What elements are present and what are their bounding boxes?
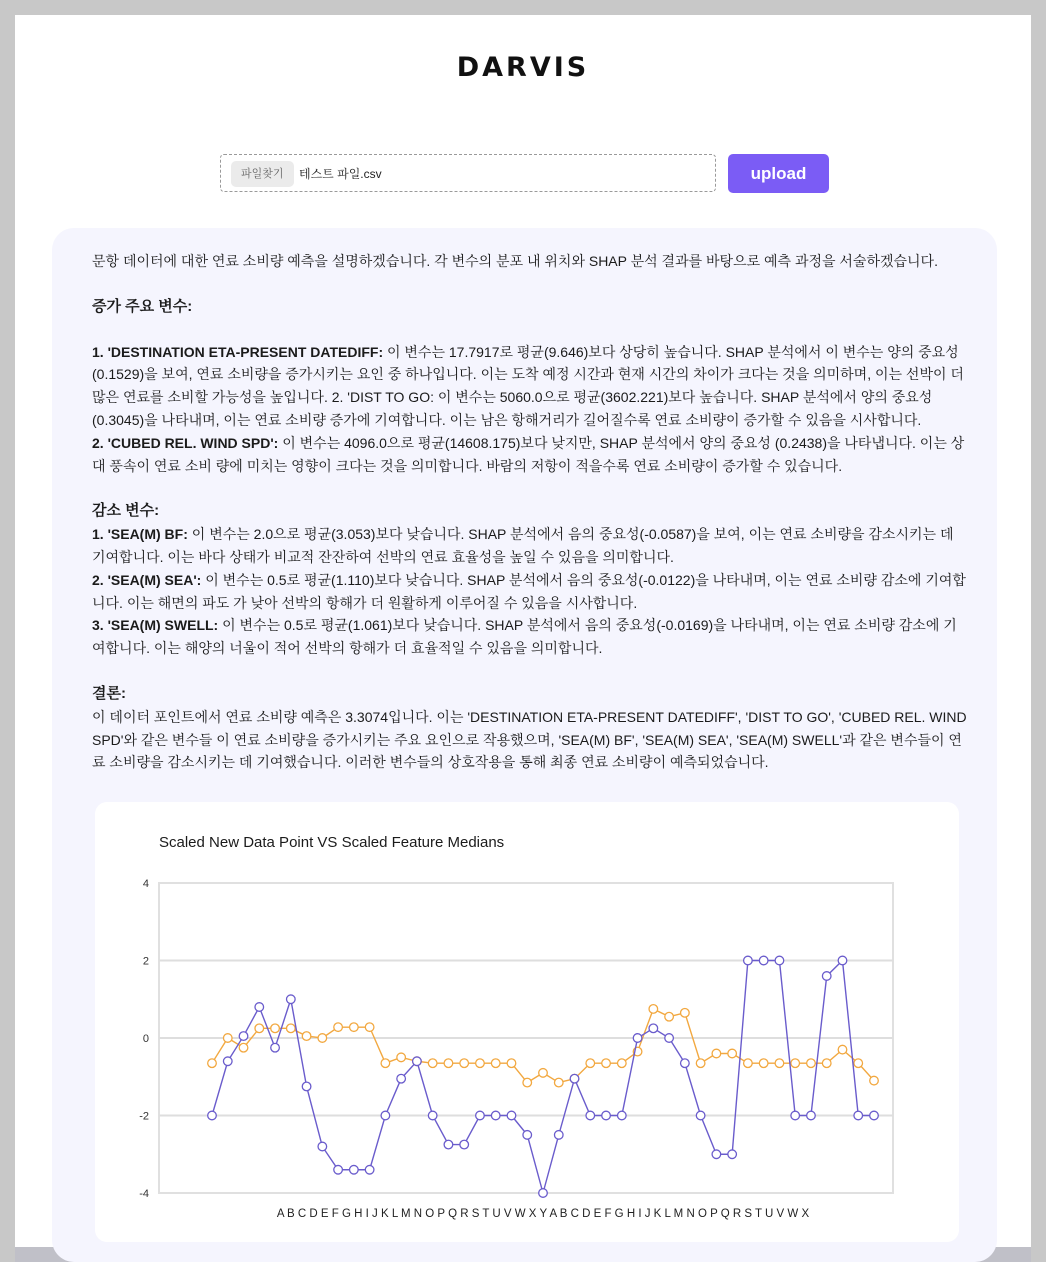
y-tick-label: -2 [139,1110,149,1123]
data-point[interactable] [491,1111,500,1120]
data-point[interactable] [208,1111,217,1120]
y-tick-label: 0 [142,1033,149,1045]
data-point[interactable] [618,1111,627,1120]
data-point[interactable] [633,1034,642,1043]
item-title: 1. 'DESTINATION ETA-PRESENT DATEDIFF: [92,343,384,360]
report-text [92,250,967,774]
data-point[interactable] [586,1059,595,1068]
item-text: 이 변수는 17.7917로 평균(9.646)보다 상당히 높습니다. SHAP 분석에서 이 변수는 양의 중요성 (0.1529)을 보여, 연료 소비량을 증가시키는 요인 중 하나입니다. 이는 도착 예정 시간과 현재 시간의 차이가 크다는 것을 의미하며, 이는 선박이 더 많은 연료를 소비할 가능성을 높입니다. 2. 'DIST TO GO: 이 변수는 5060.0으로 평균(3602.221)보다 높습니다. SHAP 분석에서 양의 중요성 (0.3045)을 나타내며, 이는 연료 소비량 증가에 기여합니다. 이는 남은 항해거리가 길어질수록 연료 소비량이 증가할 수 있음을 시사합니다. [92,343,964,428]
data-point[interactable] [507,1059,516,1068]
data-point[interactable] [822,972,831,981]
item-text: 이 변수는 2.0으로 평균(3.053)보다 낮습니다. SHAP 분석에서 음의 중요성(-0.0587)을 보여, 이는 연료 소비량을 감소시키는 데 기여합니다. 이는 바다 상태가 비교적 잔잔하여 선박의 연료 효율성을 높일 수 있음을 의미합니다. [92,526,954,565]
decrease-item [92,523,967,569]
data-point[interactable] [681,1059,690,1068]
selected-file-name: 테스트 파일.csv [299,167,382,181]
increase-item [92,341,967,432]
data-point[interactable] [208,1059,217,1068]
data-point[interactable] [728,1049,737,1058]
data-point[interactable] [334,1165,343,1174]
data-point[interactable] [554,1078,563,1087]
data-point[interactable] [807,1059,816,1068]
data-point[interactable] [791,1059,800,1068]
data-point[interactable] [428,1111,437,1120]
data-point[interactable] [444,1059,453,1068]
data-point[interactable] [350,1023,359,1032]
data-point[interactable] [460,1140,469,1149]
data-point[interactable] [696,1111,705,1120]
data-point[interactable] [775,956,784,965]
y-tick-label: 2 [142,955,149,968]
item-title: 3. 'SEA(M) SWELL: [92,617,219,634]
data-point[interactable] [507,1111,516,1120]
conclusion-text: 이 데이터 포인트에서 연료 소비량 예측은 3.3074입니다. 이는 'DESTINATION ETA-PRESENT DATEDIFF', 'DIST TO GO', 'CUBED REL. WIND SPD'와 같은 변수들 이 연료 소비량을 증가시키는 주요 요인으로 작용했으며, 'SEA(M) BF', 'SEA(M) SEA', 'SEA(M) SWELL'과 같은 변수들이 연료 소비량을 감소시키는 데 기여했습니다. 이러한 변수들의 상호작용을 통해 최종 연료 소비량이 예측되었습니다. [92,708,967,771]
data-point[interactable] [444,1140,453,1149]
data-point[interactable] [223,1034,232,1043]
y-tick-label: -4 [139,1188,149,1200]
data-point[interactable] [696,1059,705,1068]
data-point[interactable] [476,1059,485,1068]
data-point[interactable] [870,1076,879,1085]
data-point[interactable] [271,1024,280,1033]
chart-card [95,802,959,1242]
intro-text: 문항 데이터에 대한 연료 소비량 예측을 설명하겠습니다. 각 변수의 분포 내 위치와 SHAP 분석 결과를 바탕으로 예측 과정을 서술하겠습니다. [92,253,938,269]
data-point[interactable] [476,1111,485,1120]
data-point[interactable] [838,1045,847,1054]
item-text: 이 변수는 0.5로 평균(1.110)보다 낮습니다. SHAP 분석에서 음의 중요성(-0.0122)을 나타내며, 이는 연료 소비량 감소에 기여합니다. 이는 해면의 파도 가 낮아 선박의 항해가 더 원활하게 이루어질 수 있음을 시사합니다. [92,571,966,611]
data-point[interactable] [570,1074,579,1083]
item-text: 이 변수는 4096.0으로 평균(14608.175)보다 낮지만, SHAP 분석에서 양의 중요성 (0.2438)을 나타냅니다. 이는 상대 풍속이 연료 소비 량에 미치는 영향이 크다는 것을 의미합니다. 바람의 저항이 적을수록 연료 소비량이 증가할 수 있습니다. [92,434,965,474]
item-title: 2. 'SEA(M) SEA': [92,571,202,588]
decrease-item [92,569,967,615]
series-scaled-feature-medians [208,1005,879,1087]
data-point[interactable] [854,1059,863,1068]
data-point[interactable] [318,1034,327,1043]
data-point[interactable] [759,956,768,965]
data-point[interactable] [428,1059,437,1068]
increase-heading: 증가 주요 변수: [92,297,193,315]
data-point[interactable] [223,1057,232,1066]
data-point[interactable] [728,1150,737,1159]
data-point[interactable] [381,1111,390,1120]
data-point[interactable] [539,1189,548,1198]
data-point[interactable] [397,1053,406,1062]
decrease-item [92,614,967,660]
x-tick-labels: A B C D E F G H I J K L M N O P Q R S T U V W X Y A B C D E F G H I J K L M N O P Q R S T U V W X [276,1208,810,1220]
data-point[interactable] [271,1043,280,1052]
data-point[interactable] [350,1165,359,1174]
app-logo: DARVIS [456,52,590,83]
data-point[interactable] [239,1032,248,1041]
data-point[interactable] [791,1111,800,1120]
data-point[interactable] [712,1150,721,1159]
increase-item [92,432,967,478]
data-point[interactable] [334,1023,343,1032]
conclusion-heading: 결론: [92,684,126,702]
decrease-heading: 감소 변수: [92,502,160,520]
data-point[interactable] [365,1023,374,1032]
data-point[interactable] [318,1142,327,1151]
data-point[interactable] [775,1059,784,1068]
data-point[interactable] [744,1059,753,1068]
data-point[interactable] [649,1005,658,1014]
data-point[interactable] [554,1131,563,1140]
data-point[interactable] [381,1059,390,1068]
data-point[interactable] [539,1069,548,1078]
data-point[interactable] [287,995,296,1004]
data-point[interactable] [365,1165,374,1174]
data-point[interactable] [602,1059,611,1068]
data-point[interactable] [255,1003,264,1012]
data-point[interactable] [413,1057,422,1066]
data-point[interactable] [838,956,847,965]
data-point[interactable] [586,1111,595,1120]
data-point[interactable] [255,1024,264,1033]
data-point[interactable] [807,1111,816,1120]
y-tick-label: 4 [142,878,149,890]
data-point[interactable] [854,1111,863,1120]
file-input[interactable] [220,154,716,192]
data-point[interactable] [665,1034,674,1043]
line-chart [95,802,959,1242]
chart-title: Scaled New Data Point VS Scaled Feature Medians [159,834,505,851]
item-text: 이 변수는 0.5로 평균(1.061)보다 낮습니다. SHAP 분석에서 음의 중요성(-0.0169)을 나타내며, 이는 연료 소비량 감소에 기여합니다. 이는 해양의 너울이 적어 선박의 항해가 더 효율적일 수 있음을 의미합니다. [92,617,957,657]
data-point[interactable] [744,956,753,965]
data-point[interactable] [712,1049,721,1058]
data-point[interactable] [649,1024,658,1033]
data-point[interactable] [491,1059,500,1068]
data-point[interactable] [618,1059,627,1068]
data-point[interactable] [870,1111,879,1120]
data-point[interactable] [239,1043,248,1052]
data-point[interactable] [460,1059,469,1068]
data-point[interactable] [822,1059,831,1068]
data-point[interactable] [602,1111,611,1120]
data-point[interactable] [397,1074,406,1083]
find-file-button[interactable]: 파일찾기 [231,161,294,187]
data-point[interactable] [665,1012,674,1021]
item-title: 2. 'CUBED REL. WIND SPD': [92,434,279,451]
data-point[interactable] [287,1024,296,1033]
data-point[interactable] [302,1082,311,1091]
upload-button[interactable]: upload [728,154,829,193]
data-point[interactable] [759,1059,768,1068]
data-point[interactable] [523,1078,532,1087]
data-point[interactable] [681,1009,690,1018]
item-title: 1. 'SEA(M) BF: [92,526,188,543]
data-point[interactable] [302,1032,311,1041]
data-point[interactable] [523,1131,532,1140]
